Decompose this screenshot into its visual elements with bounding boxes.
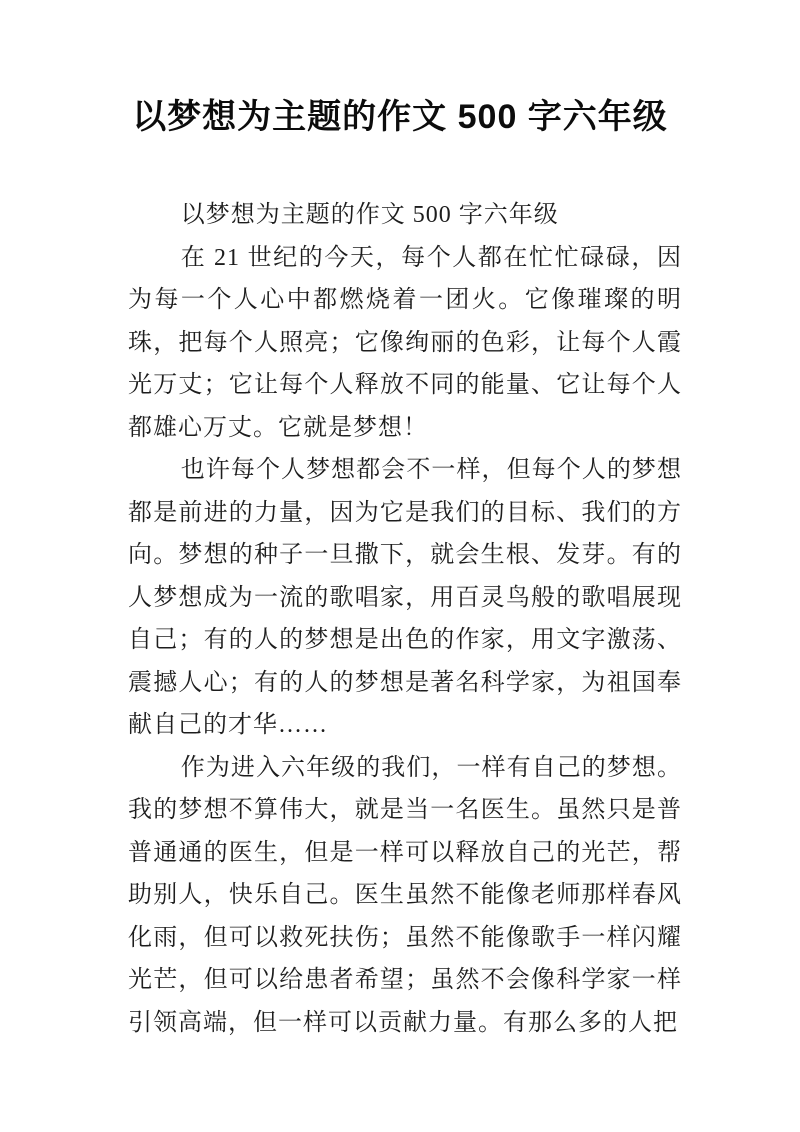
document-title: 以梦想为主题的作文 500 字六年级 xyxy=(132,98,668,136)
essay-paragraph: 以梦想为主题的作文 500 字六年级 xyxy=(180,202,559,228)
essay-paragraph: 作为进入六年级的我们，一样有自己的梦想。我的梦想不算伟大，就是当一名医生。虽然只是普普通通的医生，但是一样可以释放自己的光芒，帮助别人，快乐自己。医生虽然不能像老师那样春风化雨，但可以救死扶伤；虽然不能像歌手一样闪耀光芒，但可以给患者希望；虽然不会像科学家一样引领高端，但一样可以贡献力量。有那么多的人把 xyxy=(128,754,682,1036)
essay-body xyxy=(128,194,682,1044)
essay-paragraph: 也许每个人梦想都会不一样，但每个人的梦想都是前进的力量，因为它是我们的目标、我们的方向。梦想的种子一旦撒下，就会生根、发芽。有的人梦想成为一流的歌唱家，用百灵鸟般的歌唱展现自己；有的人的梦想是出色的作家，用文字激荡、震撼人心；有的人的梦想是著名科学家，为祖国奉献自己的才华…… xyxy=(128,457,682,738)
essay-paragraph: 在 21 世纪的今天，每个人都在忙忙碌碌，因为每一个人心中都燃烧着一团火。它像璀璨的明珠，把每个人照亮；它像绚丽的色彩，让每个人霞光万丈；它让每个人释放不同的能量、它让每个人都雄心万丈。它就是梦想！ xyxy=(128,244,682,441)
